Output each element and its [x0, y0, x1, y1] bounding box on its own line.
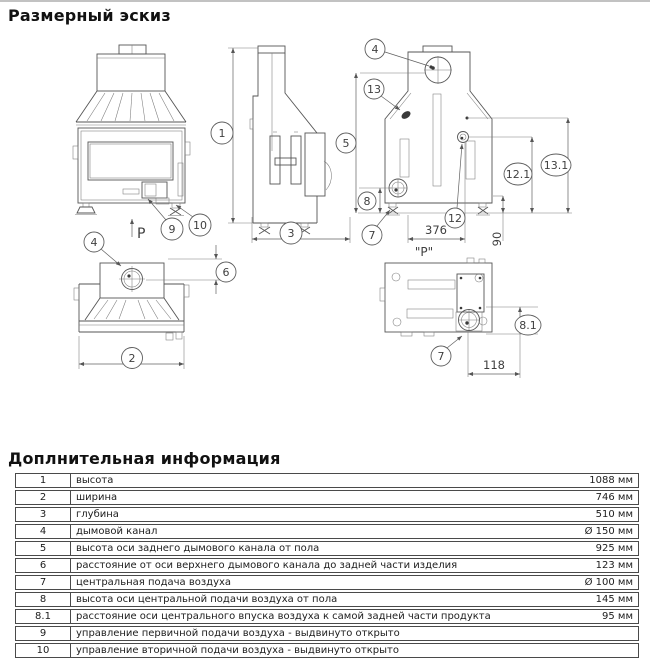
- additional-info-title: Доплнительная информация: [8, 449, 281, 468]
- bottom-view-p: [380, 245, 492, 336]
- table-row: [15, 643, 639, 658]
- callout-7-rear-label: 7: [368, 229, 376, 242]
- dim-376-label: 376: [425, 223, 447, 237]
- glass-window: [88, 142, 173, 180]
- row-num: 7: [15, 575, 71, 590]
- row-num: 2: [15, 490, 71, 505]
- row-desc: ширина: [71, 490, 550, 505]
- row-num: 3: [15, 507, 71, 522]
- callout-4-rear-label: 4: [371, 43, 379, 56]
- callout-6: [216, 262, 236, 282]
- row-value: 95 мм: [550, 609, 639, 624]
- callout-3-label: 3: [287, 227, 295, 240]
- callout-5: [336, 133, 356, 153]
- callout-10: [189, 214, 211, 236]
- table-row: [15, 609, 639, 624]
- callout-10-label: 10: [193, 219, 207, 232]
- callout-7-bottom-label: 7: [437, 350, 445, 363]
- table-row: [15, 524, 639, 539]
- row-num: 6: [15, 558, 71, 573]
- p-arrow-label: P: [137, 226, 146, 242]
- rear-outlet-13: [400, 110, 412, 121]
- callout-1-label: 1: [218, 127, 226, 140]
- row-desc: расстояние от оси верхнего дымового канала до задней части изделия: [71, 558, 550, 573]
- callout-7-rear: [362, 225, 382, 245]
- info-table-body: [15, 473, 639, 658]
- callout-12-label: 12: [448, 212, 462, 225]
- callout-13-label: 13: [367, 83, 381, 96]
- callout-1: [211, 122, 233, 144]
- row-value: 925 мм: [550, 541, 639, 556]
- air-control-box: [142, 182, 167, 198]
- callout-12: [445, 208, 465, 228]
- row-desc: центральная подача воздуха: [71, 575, 550, 590]
- callout-9: [161, 218, 183, 240]
- row-num: 8: [15, 592, 71, 607]
- row-value: 1088 мм: [550, 473, 639, 488]
- row-desc: высота оси заднего дымового канала от пола: [71, 541, 550, 556]
- row-num: 9: [15, 626, 71, 641]
- table-row: [15, 575, 639, 590]
- callout-6-label: 6: [222, 266, 230, 279]
- row-value: 510 мм: [550, 507, 639, 522]
- callout-8: [358, 192, 376, 210]
- top-view: [74, 263, 189, 340]
- callout-13-1-label: 13.1: [543, 159, 569, 172]
- additional-info-table: [15, 471, 639, 660]
- row-value: Ø 150 мм: [550, 524, 639, 539]
- row-desc: высота оси центральной подачи воздуха от пола: [71, 592, 550, 607]
- row-num: 1: [15, 473, 71, 488]
- callout-8-label: 8: [363, 195, 371, 208]
- callout-12-1: [504, 163, 532, 185]
- row-value: 746 мм: [550, 490, 639, 505]
- row-desc: расстояние оси центрального впуска воздуха к самой задней части продукта: [71, 609, 550, 624]
- table-row: [15, 507, 639, 522]
- row-desc: управление первичной подачи воздуха - выдвинуто открыто: [71, 626, 550, 641]
- row-desc: дымовой канал: [71, 524, 550, 539]
- row-desc: высота: [71, 473, 550, 488]
- callout-3: [280, 222, 302, 244]
- row-value: Ø 100 мм: [550, 575, 639, 590]
- callout-8-1-label: 8.1: [519, 319, 537, 332]
- callout-2: [122, 348, 143, 369]
- table-row: [15, 490, 639, 505]
- callout-13: [364, 79, 384, 99]
- table-row: [15, 558, 639, 573]
- dimensional-drawing: [0, 25, 650, 447]
- callout-8-1: [515, 315, 541, 335]
- hood-hatch-lines: [87, 93, 174, 121]
- row-value: 145 мм: [550, 592, 639, 607]
- dim-90-label: 90: [490, 231, 504, 247]
- row-value: [550, 643, 639, 658]
- table-row: [15, 592, 639, 607]
- front-view: [73, 45, 190, 242]
- row-value: [550, 626, 639, 641]
- p-view-label: "P": [414, 245, 434, 259]
- row-num: 10: [15, 643, 71, 658]
- callout-4-rear: [365, 39, 385, 59]
- callout-5-label: 5: [342, 137, 350, 150]
- dim-118-label: 118: [483, 358, 505, 372]
- row-num: 4: [15, 524, 71, 539]
- row-value: 123 мм: [550, 558, 639, 573]
- callout-4-plan-label: 4: [90, 236, 98, 249]
- callout-7-bottom: [431, 346, 451, 366]
- callout-4-plan: [84, 232, 104, 252]
- plan-hatch-lines: [94, 300, 171, 319]
- callout-12-1-label: 12.1: [505, 168, 531, 181]
- row-desc: управление вторичной подачи воздуха - выдвинуто открыто: [71, 643, 550, 658]
- table-row: [15, 473, 639, 488]
- callout-13-1: [541, 154, 571, 176]
- row-desc: глубина: [71, 507, 550, 522]
- row-num: 8.1: [15, 609, 71, 624]
- table-row: [15, 541, 639, 556]
- callout-9-label: 9: [168, 223, 176, 236]
- row-num: 5: [15, 541, 71, 556]
- callout-2-label: 2: [128, 352, 136, 365]
- dimensional-sketch-title: Размерный эскиз: [8, 6, 171, 25]
- table-row: [15, 626, 639, 641]
- page-top-rule: [0, 0, 650, 2]
